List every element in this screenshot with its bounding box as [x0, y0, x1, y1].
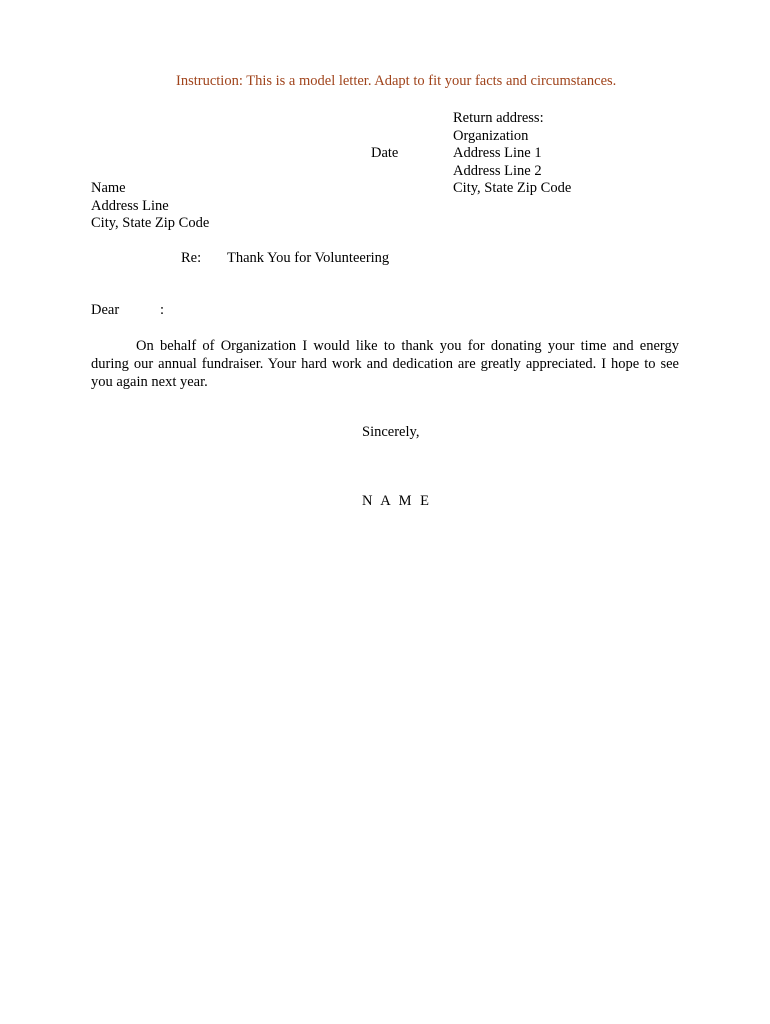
return-address-block — [453, 110, 571, 198]
salutation-colon: : — [160, 302, 165, 318]
return-address-heading: Return address: — [453, 110, 544, 126]
recipient-address-line: Address Line — [91, 197, 169, 214]
salutation-greeting: Dear — [91, 302, 120, 318]
letter-body-paragraph: On behalf of Organization I would like to thank you for donating your time and energy during our annual fundraiser. Your hard work and dedication are greatly appreciated. I hope to see you again next year. — [91, 338, 679, 390]
instruction-note: Instruction: This is a model letter. Adapt to fit your facts and circumstances. — [176, 73, 617, 89]
return-address-line2: Address Line 2 — [453, 162, 542, 179]
letter-closing: Sincerely, — [362, 424, 420, 440]
letter-date: Date — [371, 145, 399, 161]
signature-name: N A M E — [362, 493, 432, 509]
return-address-line1: Address Line 1 — [453, 145, 542, 161]
recipient-city-state-zip: City, State Zip Code — [91, 215, 210, 231]
recipient-name: Name — [91, 180, 126, 196]
return-address-city-state-zip: City, State Zip Code — [453, 180, 572, 196]
recipient-address-block — [91, 180, 209, 233]
re-label: Re: — [181, 250, 202, 266]
return-address-organization: Organization — [453, 127, 529, 144]
re-subject: Thank You for Volunteering — [227, 250, 390, 266]
